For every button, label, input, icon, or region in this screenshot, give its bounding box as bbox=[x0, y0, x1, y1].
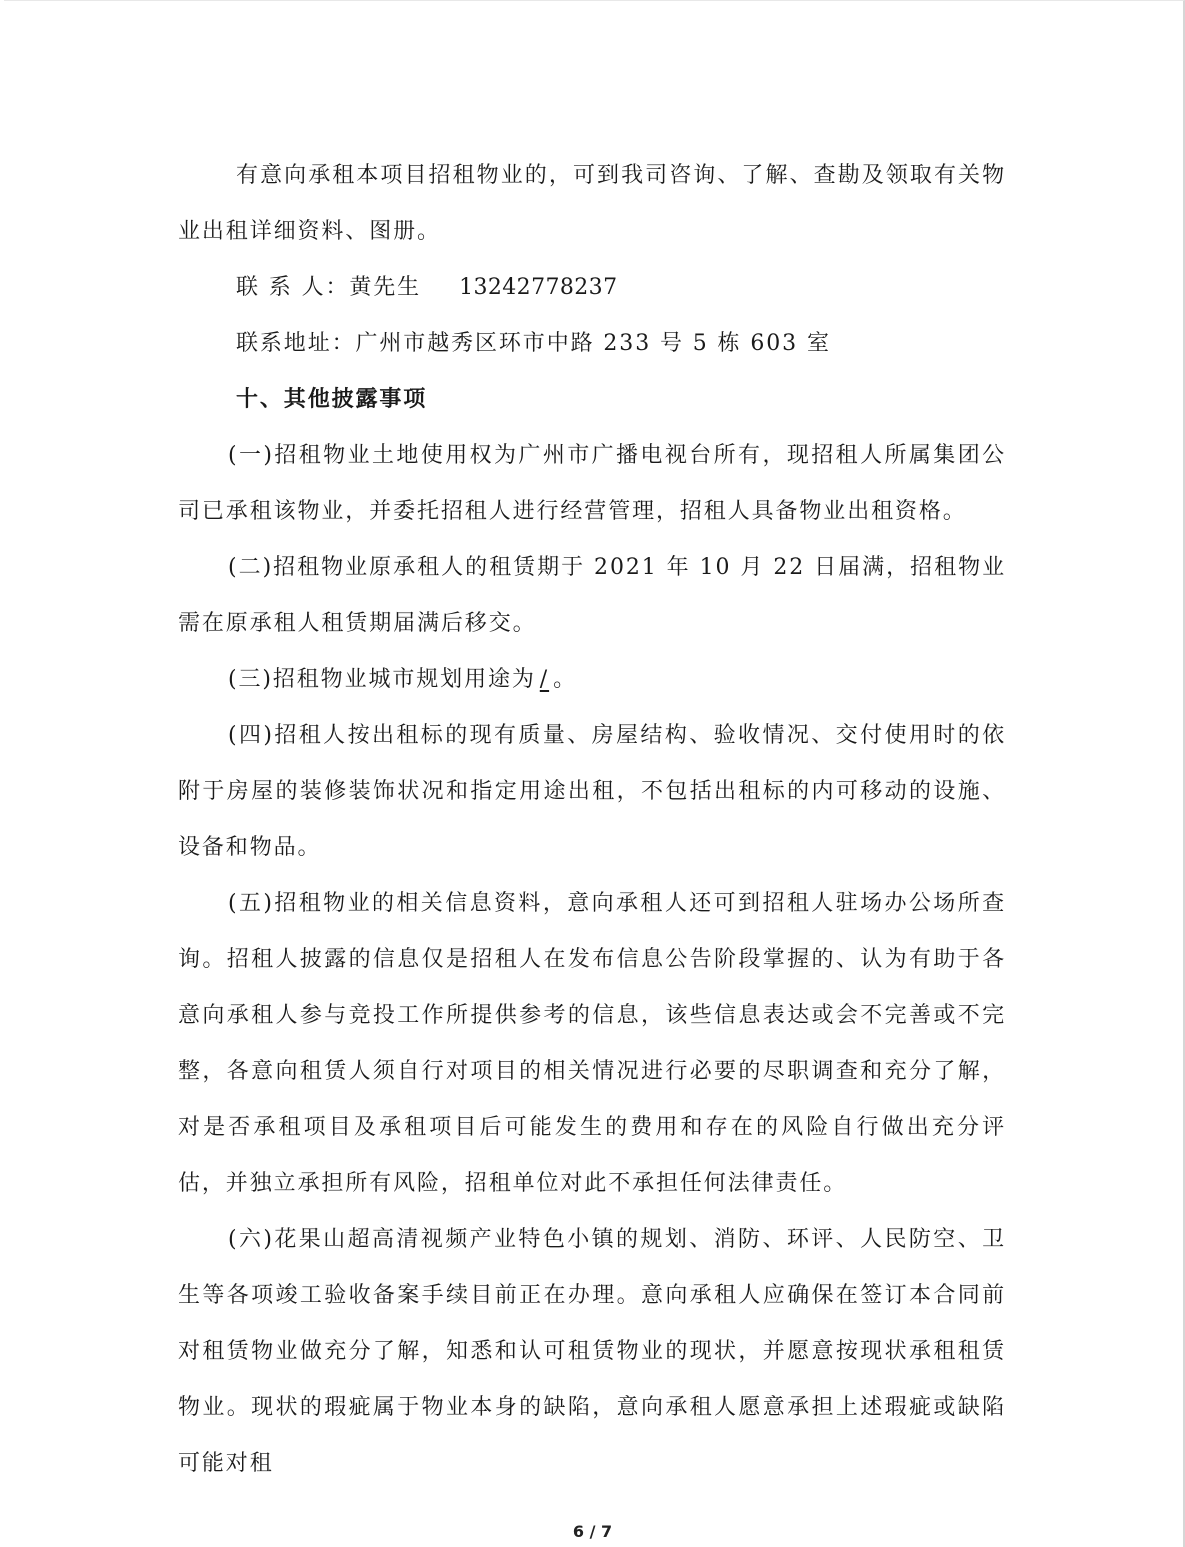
contact-phone: 13242778237 bbox=[459, 275, 618, 300]
planned-use-value: / bbox=[539, 667, 550, 692]
paragraph-item-1: (一)招租物业土地使用权为广州市广播电视台所有，现招租人所属集团公司已承租该物业，并委托招租人进行经营管理，招租人具备物业出租资格。 bbox=[178, 443, 1006, 524]
contact-address: 联系地址：广州市越秀区环市中路 233 号 5 栋 603 室 bbox=[236, 331, 831, 356]
page-number: 6 / 7 bbox=[572, 1522, 613, 1541]
section-heading: 十、其他披露事项 bbox=[236, 387, 428, 412]
contact-person-label: 联 系 人：黄先生 bbox=[236, 275, 422, 300]
paragraph-item-5: (五)招租物业的相关信息资料，意向承租人还可到招租人驻场办公场所查询。招租人披露的信息仅是招租人在发布信息公告阶段掌握的、认为有助于各意向承租人参与竞投工作所提供参考的信息，该些信息表达或会不完善或不完整，各意向租赁人须自行对项目的相关情况进行必要的尽职调查和充分了解，对是否承租项目及承租项目后可能发生的费用和存在的风险自行做出充分评估，并独立承担所有风险，招租单位对此不承担任何法律责任。 bbox=[178, 891, 1006, 1196]
paragraph-item-6: (六)花果山超高清视频产业特色小镇的规划、消防、环评、人民防空、卫生等各项竣工验收备案手续目前正在办理。意向承租人应确保在签订本合同前对租赁物业做充分了解，知悉和认可租赁物业的现状，并愿意按现状承租租赁物业。现状的瑕疵属于物业本身的缺陷，意向承租人愿意承担上述瑕疵或缺陷可能对租 bbox=[178, 1227, 1006, 1476]
contact-person-line bbox=[178, 260, 1006, 316]
paragraph-intro: 有意向承租本项目招租物业的，可到我司咨询、了解、查勘及领取有关物业出租详细资料、图册。 bbox=[178, 163, 1006, 244]
paragraph-item-3 bbox=[178, 652, 1006, 708]
item-3-prefix: (三)招租物业城市规划用途为 bbox=[228, 667, 536, 692]
item-3-suffix: 。 bbox=[553, 667, 577, 692]
document-body bbox=[178, 148, 1006, 1492]
paragraph-item-4: (四)招租人按出租标的现有质量、房屋结构、验收情况、交付使用时的依附于房屋的装修装饰状况和指定用途出租，不包括出租标的内可移动的设施、设备和物品。 bbox=[178, 723, 1006, 860]
paragraph-item-2: (二)招租物业原承租人的租赁期于 2021 年 10 月 22 日届满，招租物业需在原承租人租赁期届满后移交。 bbox=[178, 555, 1006, 636]
